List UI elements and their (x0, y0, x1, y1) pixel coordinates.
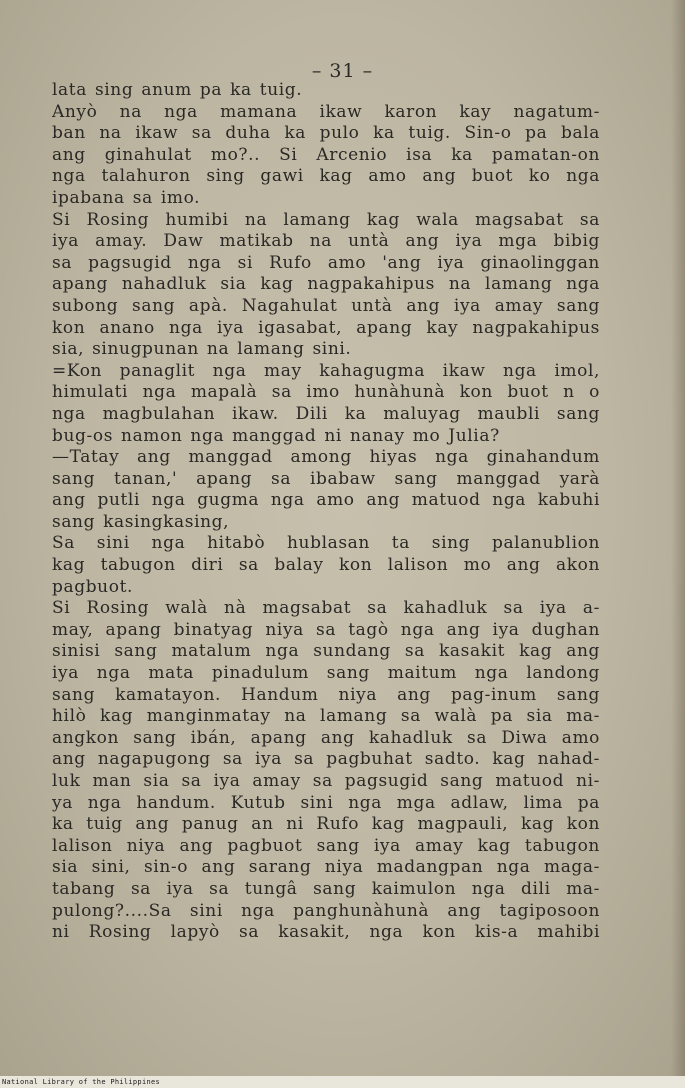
text-line: apang nahadluk sia kag nagpakahipus na lamang nga (52, 274, 600, 295)
text-line: himulati nga mapalà sa imo hunàhunà kon buot n o (52, 382, 600, 403)
text-line: lalison niya ang pagbuot sang iya amay kag tabugon (52, 835, 600, 856)
text-line: ang putli nga gugma nga amo ang matuod nga kabuhi (52, 490, 600, 511)
text-line: sia sini, sin-o ang sarang niya madangpan nga maga- (52, 857, 600, 878)
text-line: nga talahuron sing gawi kag amo ang buot ko nga (52, 166, 600, 187)
text-line: pagbuot. (52, 576, 134, 597)
text-line: subong sang apà. Nagahulat untà ang iya amay sang (52, 295, 600, 316)
text-line: Si Rosing walà nà magsabat sa kahadluk sa iya a- (52, 598, 600, 619)
text-line: ipabana sa imo. (52, 187, 201, 208)
text-line: nga magbulahan ikaw. Dili ka maluyag maubli sang (52, 403, 600, 424)
text-line: tabang sa iya sa tungâ sang kaimulon nga dili ma- (52, 878, 600, 899)
text-line: ban na ikaw sa duha ka pulo ka tuig. Sin-o pa bala (52, 123, 600, 144)
text-line: ka tuig ang panug an ni Rufo kag magpauli, kag kon (52, 814, 600, 835)
text-line: sang kamatayon. Handum niya ang pag-inum sang (52, 684, 600, 705)
text-line: iya amay. Daw matikab na untà ang iya mga bibig (52, 231, 600, 252)
text-line: ang nagapugong sa iya sa pagbuhat sadto. kag nahad- (52, 749, 600, 770)
text-line: sia, sinugpunan na lamang sini. (52, 339, 352, 360)
text-line: kon anano nga iya igasabat, apang kay nagpakahipus (52, 317, 600, 338)
text-line: lata sing anum pa ka tuig. (52, 80, 303, 100)
text-line: luk man sia sa iya amay sa pagsugid sang matuod ni- (52, 771, 600, 791)
body-text (52, 80, 600, 944)
text-line: Si Rosing humibi na lamang kag wala magsabat sa (52, 209, 600, 230)
library-credit: National Library of the Philippines (2, 1078, 161, 1086)
text-line: bug-os namon nga manggad ni nanay mo Julia? (52, 425, 500, 446)
text-line: ya nga handum. Kutub sini nga mga adlaw, lima pa (52, 792, 600, 813)
text-line: sa pagsugid nga si Rufo amo 'ang iya ginaolinggan (52, 252, 600, 273)
text-line: may, apang binatyag niya sa tagò nga ang iya dughan (52, 619, 600, 640)
page-number: – 31 – (311, 60, 374, 82)
text-line: Sa sini nga hitabò hublasan ta sing palanublion (52, 533, 600, 554)
text-line: sang tanan,' apang sa ibabaw sang manggad yarà (52, 468, 600, 489)
text-line: sinisi sang matalum nga sundang sa kasakit kag ang (52, 641, 600, 662)
text-line: —Tatay ang manggad among hiyas nga ginahandum (52, 447, 600, 468)
text-line: sang kasingkasing, (52, 511, 230, 532)
page-edge-shadow (671, 0, 685, 1088)
text-line: hilò kag manginmatay na lamang sa walà pa sia ma- (52, 706, 600, 727)
text-line: Anyò na nga mamana ikaw karon kay nagatum- (52, 101, 600, 122)
text-line: ang ginahulat mo?.. Si Arcenio isa ka pamatan-on (52, 144, 600, 165)
text-line: iya nga mata pinadulum sang maitum nga landong (52, 663, 600, 684)
text-line: pulong?....Sa sini nga panghunàhunà ang tagiposoon (52, 900, 600, 921)
text-line: angkon sang ibán, apang ang kahadluk sa Diwa amo (52, 727, 600, 748)
text-line: =Kon panaglit nga may kahagugma ikaw nga imol, (52, 360, 600, 381)
text-line: kag tabugon diri sa balay kon lalison mo ang akon (52, 555, 600, 576)
text-line: ni Rosing lapyò sa kasakit, nga kon kis-a mahibi (52, 922, 600, 943)
